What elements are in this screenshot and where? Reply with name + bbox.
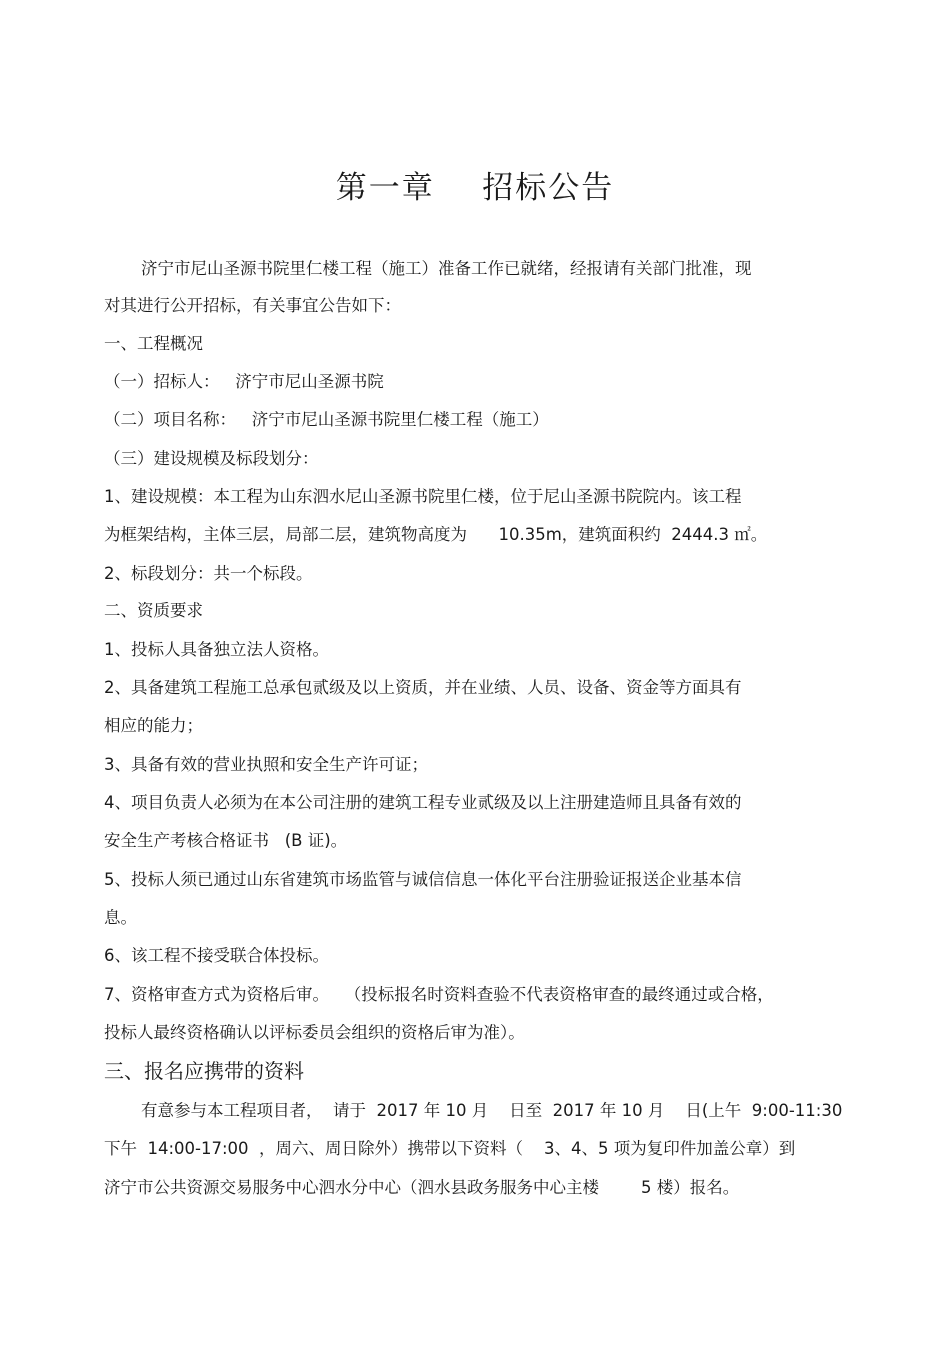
list-item: 4、项目负责人必须为在本公司注册的建筑工程专业贰级及以上注册建造师且具备有效的 — [104, 793, 742, 812]
chapter-title: 第一章 招标公告 — [335, 170, 615, 206]
paragraph-line: 下午 14:00-17:00 ，周六、周日除外）携带以下资料（ 3、4、5 项为复印件加盖公章）到 — [104, 1139, 796, 1158]
paragraph-line: 有意参与本工程项目者， 请于 2017 年 10 月 日至 2017 年 10 月 日(上午 9:00-11:30 — [141, 1101, 843, 1120]
list-item: （一）招标人： 济宁市尼山圣源书院 — [104, 372, 384, 391]
paragraph-line: 济宁市尼山圣源书院里仁楼工程（施工）准备工作已就绪，经报请有关部门批准，现 — [141, 259, 752, 278]
section-heading: 二、资质要求 — [104, 601, 203, 620]
paragraph-line: 对其进行公开招标，有关事宜公告如下： — [104, 296, 401, 315]
list-item: 6、该工程不接受联合体投标。 — [104, 946, 329, 965]
list-item: （二）项目名称： 济宁市尼山圣源书院里仁楼工程（施工） — [104, 410, 549, 429]
paragraph-line: 1、建设规模：本工程为山东泗水尼山圣源书院里仁楼，位于尼山圣源书院院内。该工程 — [104, 487, 742, 506]
paragraph-line: 为框架结构，主体三层，局部二层，建筑物高度为 10.35m，建筑面积约 2444.3 ㎡。 — [104, 525, 768, 544]
section-heading: 三、报名应携带的资料 — [104, 1059, 304, 1083]
list-item: 1、投标人具备独立法人资格。 — [104, 640, 329, 659]
paragraph-line: 相应的能力； — [104, 716, 203, 735]
list-item: （三）建设规模及标段划分： — [104, 449, 319, 468]
paragraph-line: 息。 — [104, 908, 137, 927]
list-item: 7、资格审查方式为资格后审。 （投标报名时资料查验不代表资格审查的最终通过或合格， — [104, 985, 774, 1004]
paragraph-line: 2、标段划分：共一个标段。 — [104, 564, 313, 583]
list-item: 2、具备建筑工程施工总承包贰级及以上资质，并在业绩、人员、设备、资金等方面具有 — [104, 678, 742, 697]
paragraph-line: 投标人最终资格确认以评标委员会组织的资格后审为准）。 — [104, 1023, 525, 1042]
list-item: 3、具备有效的营业执照和安全生产许可证； — [104, 755, 428, 774]
paragraph-line: 安全生产考核合格证书 (B 证)。 — [104, 831, 348, 850]
list-item: 5、投标人须已通过山东省建筑市场监管与诚信信息一体化平台注册验证报送企业基本信 — [104, 870, 742, 889]
paragraph-line: 济宁市公共资源交易服务中心泗水分中心（泗水县政务服务中心主楼 5 楼）报名。 — [104, 1178, 740, 1197]
section-heading: 一、工程概况 — [104, 334, 203, 353]
